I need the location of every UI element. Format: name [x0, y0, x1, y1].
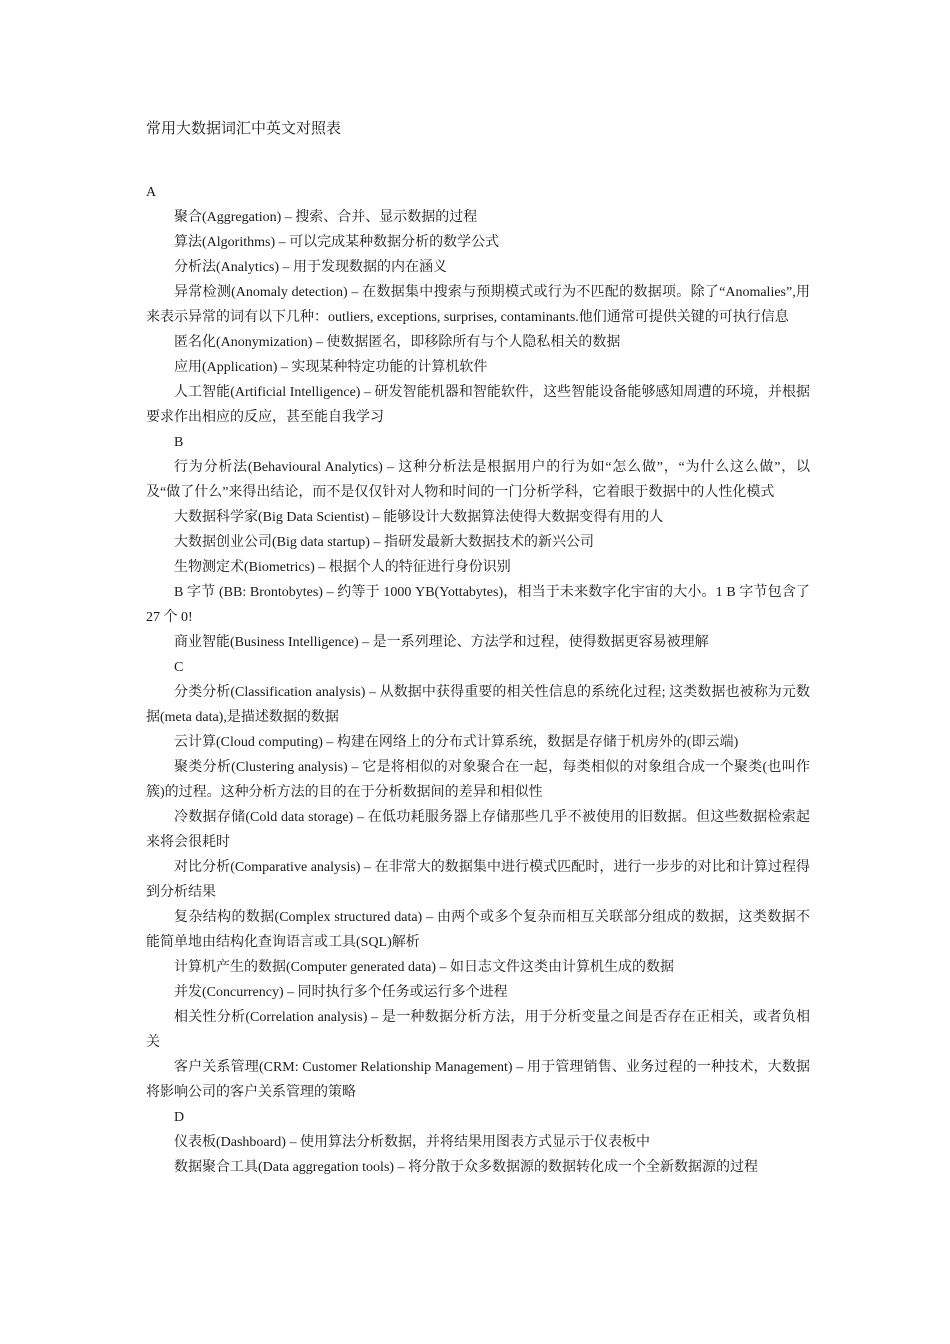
glossary-entry: 并发(Concurrency) – 同时执行多个任务或运行多个进程 [174, 985, 508, 1000]
section-letter: C [174, 660, 184, 675]
glossary-entries [146, 180, 810, 1180]
glossary-entry: 相关性分析(Correlation analysis) – 是一种数据分析方法，用于分析变量之间是否存在正相关，或者负相关 [146, 1010, 810, 1050]
glossary-entry: 异常检测(Anomaly detection) – 在数据集中搜索与预期模式或行为不匹配的数据项。除了“Anomalies”,用来表示异常的词有以下几种：outliers, exceptions, surprises, contaminants.他们通常可提供关键的可执行信息 [146, 285, 810, 325]
glossary-entry: 匿名化(Anonymization) – 使数据匿名，即移除所有与个人隐私相关的数据 [174, 335, 621, 350]
glossary-entry: 应用(Application) – 实现某种特定功能的计算机软件 [174, 360, 488, 375]
glossary-entry: 数据聚合工具(Data aggregation tools) – 将分散于众多数据源的数据转化成一个全新数据源的过程 [174, 1160, 759, 1175]
glossary-entry: B 字节 (BB: Brontobytes) – 约等于 1000 YB(Yottabytes)，相当于未来数字化宇宙的大小。1 B 字节包含了 27 个 0! [146, 585, 810, 625]
glossary-entry: 行为分析法(Behavioural Analytics) – 这种分析法是根据用户的行为如“怎么做”，“为什么这么做”，以及“做了什么”来得出结论，而不是仅仅针对人物和时间的一门分析学科，它着眼于数据中的人性化模式 [146, 460, 810, 500]
section-letter: D [174, 1110, 185, 1125]
document-title: 常用大数据词汇中英文对照表 [146, 121, 342, 137]
glossary-entry: 大数据创业公司(Big data startup) – 指研发最新大数据技术的新兴公司 [174, 535, 594, 550]
glossary-entry: 聚类分析(Clustering analysis) – 它是将相似的对象聚合在一起，每类相似的对象组合成一个聚类(也叫作簇)的过程。这种分析方法的目的在于分析数据间的差异和相似性 [146, 760, 810, 800]
glossary-entry: 客户关系管理(CRM: Customer Relationship Management) – 用于管理销售、业务过程的一种技术，大数据将影响公司的客户关系管理的策略 [146, 1060, 810, 1100]
glossary-entry: 商业智能(Business Intelligence) – 是一系列理论、方法学和过程，使得数据更容易被理解 [174, 635, 709, 650]
glossary-entry: 生物测定术(Biometrics) – 根据个人的特征进行身份识别 [174, 560, 511, 575]
section-letter: A [146, 185, 157, 200]
glossary-entry: 分类分析(Classification analysis) – 从数据中获得重要的相关性信息的系统化过程; 这类数据也被称为元数据(meta data),是描述数据的数据 [146, 685, 810, 725]
section-letter: B [174, 435, 184, 450]
glossary-entry: 分析法(Analytics) – 用于发现数据的内在涵义 [174, 260, 447, 275]
glossary-entry: 对比分析(Comparative analysis) – 在非常大的数据集中进行模式匹配时，进行一步步的对比和计算过程得到分析结果 [146, 860, 810, 900]
glossary-entry: 聚合(Aggregation) – 搜索、合并、显示数据的过程 [174, 210, 478, 225]
glossary-entry: 冷数据存储(Cold data storage) – 在低功耗服务器上存储那些几乎不被使用的旧数据。但这些数据检索起来将会很耗时 [146, 810, 810, 850]
glossary-entry: 大数据科学家(Big Data Scientist) – 能够设计大数据算法使得大数据变得有用的人 [174, 510, 664, 525]
glossary-entry: 计算机产生的数据(Computer generated data) – 如日志文件这类由计算机生成的数据 [174, 960, 675, 975]
document-page [146, 117, 810, 1180]
glossary-entry: 复杂结构的数据(Complex structured data) – 由两个或多个复杂而相互关联部分组成的数据，这类数据不能简单地由结构化查询语言或工具(SQL)解析 [146, 910, 810, 950]
glossary-entry: 人工智能(Artificial Intelligence) – 研发智能机器和智能软件，这些智能设备能够感知周遭的环境，并根据要求作出相应的反应，甚至能自我学习 [146, 385, 810, 425]
glossary-entry: 算法(Algorithms) – 可以完成某种数据分析的数学公式 [174, 235, 500, 250]
glossary-entry: 云计算(Cloud computing) – 构建在网络上的分布式计算系统，数据是存储于机房外的(即云端) [174, 735, 739, 750]
glossary-entry: 仪表板(Dashboard) – 使用算法分析数据，并将结果用图表方式显示于仪表板中 [174, 1135, 650, 1150]
